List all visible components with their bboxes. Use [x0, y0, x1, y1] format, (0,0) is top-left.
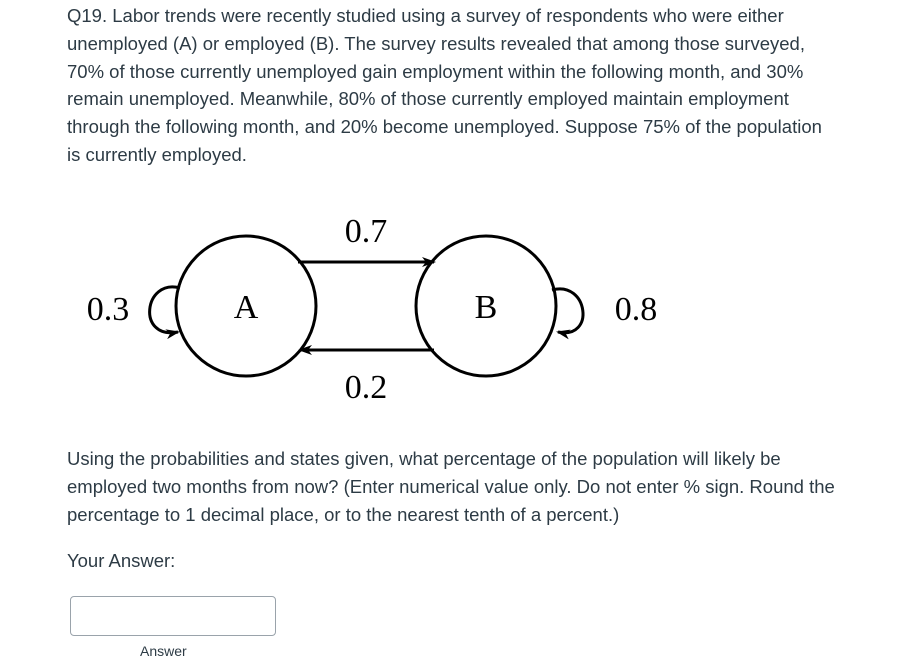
b-self-probability: 0.8: [614, 291, 658, 328]
b-to-a-probability: 0.2: [344, 369, 388, 406]
answer-input[interactable]: [70, 596, 276, 636]
question-text: Q19. Labor trends were recently studied using a survey of respondents who were either unemployed (A) or employed (B). The survey results revealed that among those surveyed, 70% of those currently unemployed gain employment within the following month, and 30% remain unemployed. Meanwhile, 80% of those currently employed maintain employment through the following month, and 20% become unemployed. Suppose 75% of the population is currently employed.: [67, 5, 822, 165]
answer-below-label: Answer: [140, 643, 187, 659]
state-a-label: A: [233, 289, 259, 326]
a-self-probability: 0.3: [86, 291, 130, 328]
question-prompt: Using the probabilities and states given, what percentage of the population will likely be employed two months from now? (Enter numerical value only. Do not enter % sign. Round the percentage to 1 decimal place, or to the nearest tenth of a percent.): [67, 448, 835, 525]
state-b-label: B: [474, 289, 498, 326]
answer-label: Your Answer:: [67, 550, 176, 571]
a-to-b-probability: 0.7: [344, 213, 388, 250]
markov-chain-diagram: [70, 200, 670, 420]
